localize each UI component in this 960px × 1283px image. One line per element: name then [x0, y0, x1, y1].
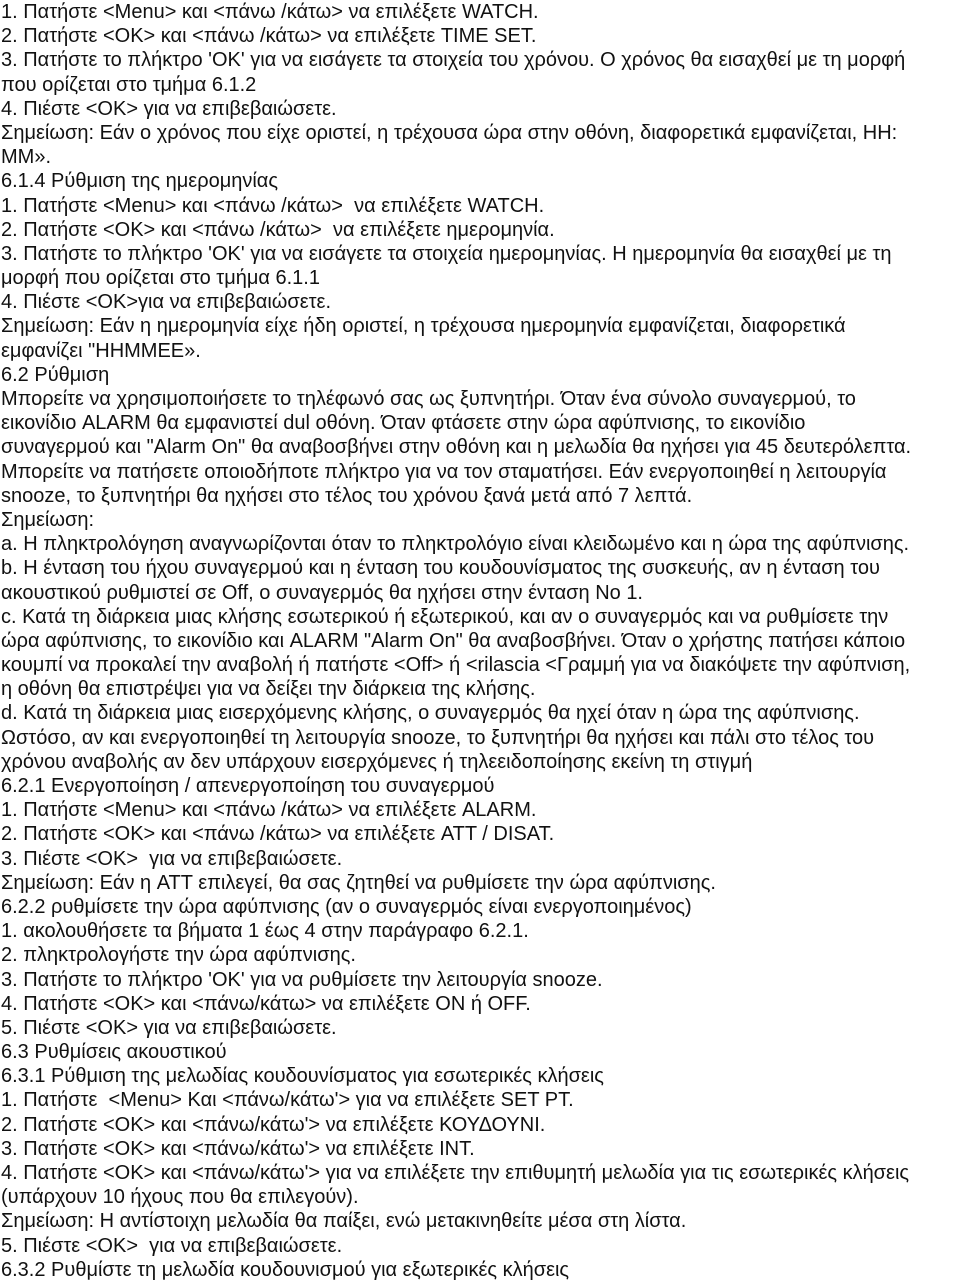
section-heading: 6.1.4 Ρύθμιση της ημερομηνίας	[1, 170, 279, 193]
note-line: Σημείωση: Εάν ο χρόνος που είχε οριστεί, η τρέχουσα ώρα στην οθόνη, διαφορετικά εμφανίζεται, HH:	[1, 121, 898, 144]
step-line: 2. Πατήστε <OK> και <πάνω /κάτω> να επιλέξετε ATT / DISAT.	[1, 823, 555, 846]
step-line: 4. Πατήστε <OK> και <πάνω/κάτω> να επιλέξετε ON ή OFF.	[1, 992, 531, 1015]
text-line: (υπάρχουν 10 ήχους που θα επιλεγούν).	[1, 1186, 359, 1209]
text-line: μορφή που ορίζεται στο τμήμα 6.1.1	[1, 267, 320, 290]
section-heading: 6.3.1 Ρύθμιση της μελωδίας κουδουνίσματος για εσωτερικές κλήσεις	[1, 1065, 604, 1088]
note-item: a. Η πληκτρολόγηση αναγνωρίζονται όταν το πληκτρολόγιο είναι κλειδωμένο και η ώρα της αφύπνισης.	[1, 533, 910, 556]
step-line: 2. Πατήστε <OK> και <πάνω/κάτω'> να επιλέξετε ΚΟΥΔΟΥΝΙ.	[1, 1113, 546, 1136]
text-line: ακουστικού ρυθμιστεί σε Off, ο συναγερμός θα ηχήσει στην ένταση Νο 1.	[1, 581, 643, 604]
section-heading: 6.2.1 Ενεργοποίηση / απενεργοποίηση του συναγερμού	[1, 775, 495, 797]
section-heading: 6.2 Ρύθμιση	[1, 363, 110, 386]
section-heading: 6.3 Ρυθμίσεις ακουστικού	[1, 1041, 227, 1064]
section-heading: 6.2.2 ρυθμίσετε την ώρα αφύπνισης (αν ο συναγερμός είναι ενεργοποιημένος)	[1, 895, 692, 918]
note-label: Σημείωση:	[1, 508, 95, 531]
step-line: 3. Πατήστε το πλήκτρο 'OK' για να εισάγετε τα στοιχεία ημερομηνίας. Η ημερομηνία θα εισαχθεί με τη	[1, 242, 892, 265]
text-line: Ωστόσο, αν και ενεργοποιηθεί τη λειτουργία snooze, το ξυπνητήρι θα ηχήσει και πάλι στο τέλος του	[1, 726, 875, 749]
text-line: Μπορείτε να πατήσετε οποιοδήποτε πλήκτρο για να τον σταματήσει. Εάν ενεργοποιηθεί η λειτουργία	[1, 460, 887, 483]
step-line: 4. Πατήστε <OK> και <πάνω/κάτω'> για να επιλέξετε την επιθυμητή μελωδία για τις εσωτερικές κλήσεις	[1, 1162, 910, 1184]
step-line: 1. Πατήστε <Menu> και <πάνω /κάτω> να επιλέξετε ALARM.	[1, 799, 537, 822]
text-line: κουμπί να προκαλεί την αναβολή ή πατήστε <Off> ή <rilascia <Γραμμή για να διακόψετε την αφύπνιση,	[1, 654, 911, 677]
step-line: 3. Πατήστε το πλήκτρο 'OK' για να ρυθμίσετε την λειτουργία snooze.	[1, 968, 603, 991]
step-line: 5. Πιέστε <OK> για να επιβεβαιώσετε.	[1, 1016, 337, 1039]
step-line: 2. πληκτρολογήστε την ώρα αφύπνισης.	[1, 944, 356, 967]
text-line: Μπορείτε να χρησιμοποιήσετε το τηλέφωνό σας ως ξυπνητήρι. Όταν ένα σύνολο συναγερμού, το	[1, 388, 856, 410]
text-line: εικονίδιο ALARM θα εμφανιστεί dul οθόνη. Όταν φτάσετε στην ώρα αφύπνισης, το εικονίδιο	[1, 412, 806, 435]
step-line: 3. Πατήστε το πλήκτρο 'OK' για να εισάγετε τα στοιχεία του χρόνου. Ο χρόνος θα εισαχθεί με τη μορφή	[1, 49, 906, 72]
step-line: 3. Πατήστε <OK> και <πάνω/κάτω'> να επιλέξετε INT.	[1, 1137, 475, 1160]
text-line: συναγερμού και "Alarm On" θα αναβοσβήνει στην οθόνη και η μελωδία θα ηχήσει για 45 δευτερόλεπτα.	[1, 436, 912, 459]
step-line: 3. Πιέστε <OK> για να επιβεβαιώσετε.	[1, 847, 343, 870]
text-line: χρόνου αναβολής αν δεν υπάρχουν εισερχόμενες ή τηλεειδοποίησης εκείνη τη στιγμή	[1, 750, 753, 773]
step-line: 5. Πιέστε <OK> για να επιβεβαιώσετε.	[1, 1234, 343, 1257]
step-line: 1. Πατήστε <Menu> Και <πάνω/κάτω'> για να επιλέξετε SET PT.	[1, 1089, 574, 1112]
text-line: η οθόνη θα επιστρέψει για να δείξει την διάρκεια της κλήσης.	[1, 678, 536, 701]
step-line: 1. ακολουθήσετε τα βήματα 1 έως 4 στην παράγραφο 6.2.1.	[1, 920, 529, 943]
note-line: Σημείωση: Η αντίστοιχη μελωδία θα παίξει, ενώ μετακινηθείτε μέσα στη λίστα.	[1, 1210, 687, 1233]
step-line: 4. Πιέστε <OK> για να επιβεβαιώσετε.	[1, 97, 337, 120]
text-line: εμφανίζει "HHMMEE».	[1, 339, 201, 362]
section-heading: 6.3.2 Ρυθμίστε τη μελωδία κουδουνισμού για εξωτερικές κλήσεις	[1, 1258, 570, 1281]
note-line: Σημείωση: Εάν η ATT επιλεγεί, θα σας ζητηθεί να ρυθμίσετε την ώρα αφύπνισης.	[1, 871, 716, 894]
text-line: ώρα αφύπνισης, το εικονίδιο και ALARM "Alarm On" θα αναβοσβήνει. Όταν ο χρήστης πατήσει κάποιο	[1, 629, 906, 652]
text-line: snooze, το ξυπνητήρι θα ηχήσει στο τέλος του χρόνου ξανά μετά από 7 λεπτά.	[1, 484, 693, 507]
step-line: 2. Πατήστε <OK> και <πάνω /κάτω> να επιλέξετε ημερομηνία.	[1, 218, 555, 241]
step-line: 1. Πατήστε <Menu> και <πάνω /κάτω> να επιλέξετε WATCH.	[1, 194, 545, 217]
note-item: c. Κατά τη διάρκεια μιας κλήσης εσωτερικού ή εξωτερικού, και αν ο συναγερμός και να ρυθμίσετε την	[1, 605, 889, 628]
step-line: 2. Πατήστε <OK> και <πάνω /κάτω> να επιλέξετε TIME SET.	[1, 25, 537, 48]
text-line: MM».	[1, 146, 51, 169]
step-line: 4. Πιέστε <OK>για να επιβεβαιώσετε.	[1, 291, 332, 314]
note-item: d. Κατά τη διάρκεια μιας εισερχόμενης κλήσης, ο συναγερμός θα ηχεί όταν η ώρα της αφύπνισης.	[1, 702, 860, 725]
note-item: b. Η ένταση του ήχου συναγερμού και η ένταση του κουδουνίσματος της συσκευής, αν η ένταση του	[1, 557, 880, 580]
step-line: 1. Πατήστε <Menu> και <πάνω /κάτω> να επιλέξετε WATCH.	[1, 1, 539, 23]
text-line: που ορίζεται στο τμήμα 6.1.2	[1, 73, 257, 96]
note-line: Σημείωση: Εάν η ημερομηνία είχε ήδη οριστεί, η τρέχουσα ημερομηνία εμφανίζεται, διαφορετικά	[1, 315, 846, 338]
